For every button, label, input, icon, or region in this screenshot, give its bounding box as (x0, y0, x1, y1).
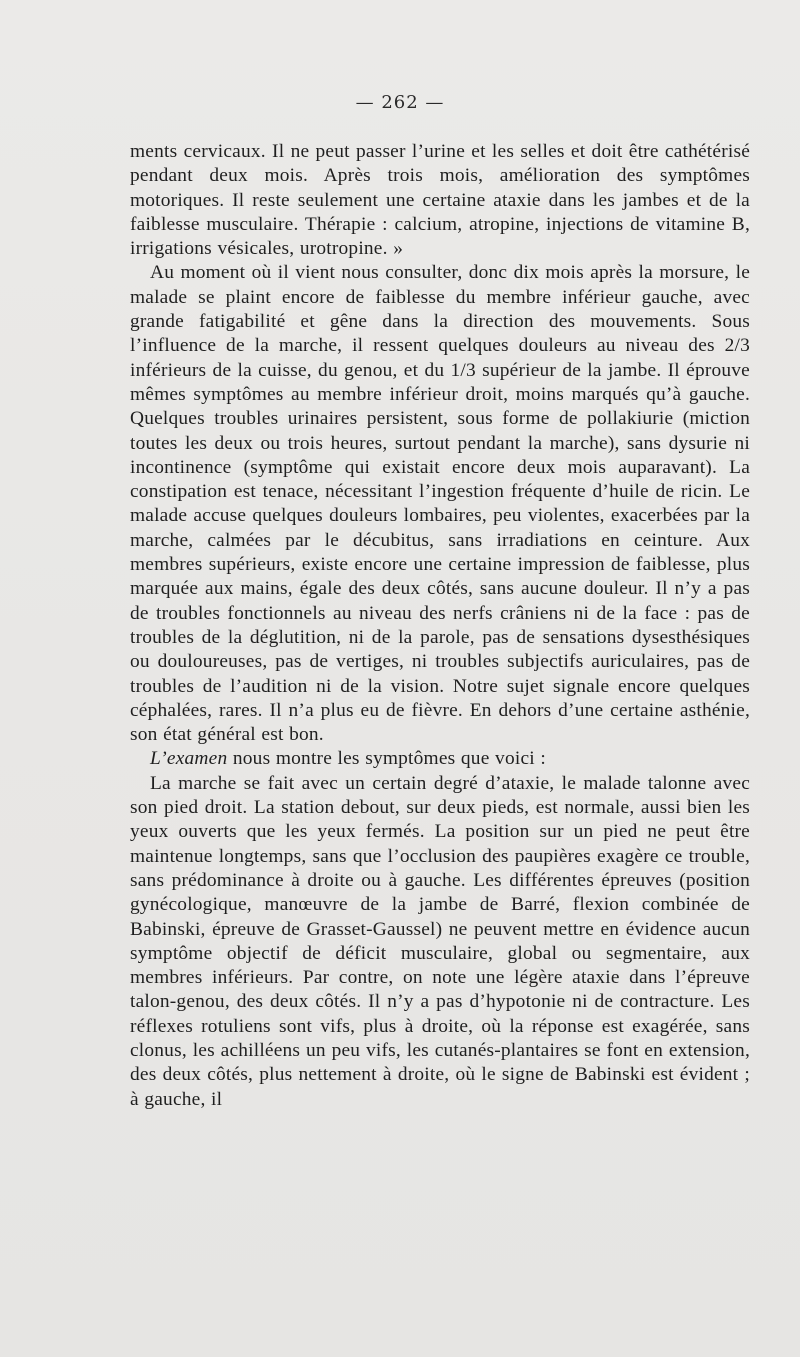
body-text (130, 140, 750, 1112)
section-lead-italic: L’examen (150, 748, 228, 770)
page-number: — 262 — (355, 92, 445, 113)
paragraph-1: ments cervicaux. Il ne peut passer l’urine et les selles et doit être cathétérisé pendant deux mois. Après trois mois, amélioration des symptômes motoriques. Il reste seulement une certaine ataxie dans les jambes et de la faiblesse musculaire. Thérapie : calcium, atropine, injections de vitamine B, irrigations vésicales, urotropine. » (130, 141, 750, 260)
paragraph-3 (130, 747, 750, 771)
paragraph-4: La marche se fait avec un certain degré d’ataxie, le malade talonne avec son pied droit. La station debout, sur deux pieds, est normale, aussi bien les yeux ouverts que les yeux fermés. La position sur un pied ne peut être maintenue longtemps, sans que l’occlusion des paupières exagère ce trouble, sans prédominance à droite ou à gauche. Les différentes épreuves (position gynécologique, manœuvre de la jambe de Barré, flexion combinée de Babinski, épreuve de Grasset-Gaussel) ne peuvent mettre en évidence aucun symptôme objectif de déficit musculaire, global ou segmentaire, aux membres inférieurs. Par contre, on note une légère ataxie dans l’épreuve talon-genou, des deux côtés. Il n’y a pas d’hypotonie ni de contracture. Les réflexes rotuliens sont vifs, plus à droite, où la réponse est exagérée, sans clonus, les achilléens un peu vifs, les cutanés-plantaires se font en extension, des deux côtés, plus nettement à droite, où le signe de Babinski est évident ; à gauche, il (130, 772, 750, 1110)
paragraph-3-text: nous montre les symptômes que voici : (227, 748, 546, 770)
paragraph-2: Au moment où il vient nous consulter, donc dix mois après la morsure, le malade se plaint encore de faiblesse du membre inférieur gauche, avec grande fatigabilité et gêne dans la direction des mouvements. Sous l’influence de la marche, il ressent quelques douleurs au niveau des 2/3 inférieurs de la cuisse, du genou, et du 1/3 supérieur de la jambe. Il éprouve mêmes symptômes au membre inférieur droit, moins marqués qu’à gauche. Quelques troubles urinaires persistent, sous forme de pollakiurie (miction toutes les deux ou trois heures, surtout pendant la marche), sans dysurie ni incontinence (symptôme qui existait encore deux mois auparavant). La constipation est tenace, nécessitant l’ingestion fréquente d’huile de ricin. Le malade accuse quelques douleurs lombaires, peu violentes, exacerbées par la marche, calmées par le décubitus, sans irradiations en ceinture. Aux membres supérieurs, existe encore une certaine impression de faiblesse, plus marquée aux mains, égale des deux côtés, sans aucune douleur. Il n’y a pas de troubles fonctionnels au niveau des nerfs crâniens ni de la face : pas de troubles de la déglutition, ni de la parole, pas de sensations dysesthésiques ou douloureuses, pas de vertiges, ni troubles subjectifs auriculaires, pas de troubles de l’audition ni de la vision. Notre sujet signale encore quelques céphalées, rares. Il n’a plus eu de fièvre. En dehors d’une certaine asthénie, son état général est bon. (130, 262, 750, 746)
